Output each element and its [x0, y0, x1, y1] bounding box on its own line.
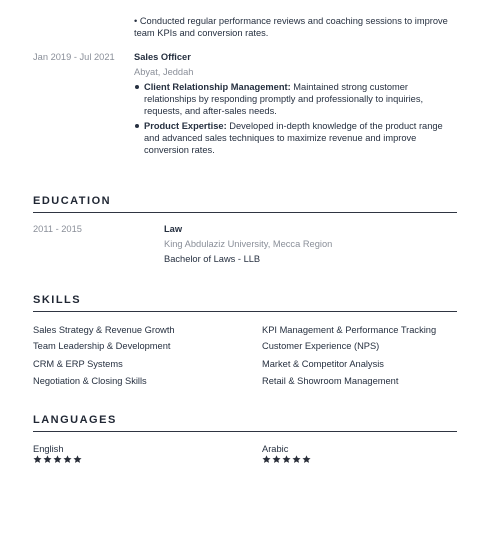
- job-bullet-heading: Product Expertise:: [144, 121, 227, 131]
- star-icon: [302, 455, 311, 464]
- star-icon: [292, 455, 301, 464]
- skill-item: Customer Experience (NPS): [262, 341, 380, 351]
- skill-item: Retail & Showroom Management: [262, 376, 399, 386]
- education-degree: Law: [164, 224, 183, 234]
- star-icon: [43, 455, 52, 464]
- star-icon: [53, 455, 62, 464]
- star-icon: [272, 455, 281, 464]
- job-bullet-list: [134, 81, 459, 159]
- skill-item: Sales Strategy & Revenue Growth: [33, 325, 175, 335]
- bullet-dot-icon: [135, 85, 139, 89]
- skill-item: Market & Competitor Analysis: [262, 359, 384, 369]
- job-bullet: [134, 81, 459, 117]
- star-icon: [63, 455, 72, 464]
- job-bullet: [134, 120, 459, 156]
- job-company: Abyat, Jeddah: [134, 67, 194, 77]
- skill-item: Negotiation & Closing Skills: [33, 376, 147, 386]
- job-bullet-text: Maintained strong customer relationships by responding promptly and professionally to inquiries, requests, and after-sales needs.: [144, 82, 424, 116]
- job-date: Jan 2019 - Jul 2021: [33, 52, 115, 62]
- languages-heading: LANGUAGES: [33, 414, 457, 432]
- star-icon: [33, 455, 42, 464]
- education-school: King Abdulaziz University, Mecca Region: [164, 239, 333, 249]
- skills-heading: SKILLS: [33, 294, 457, 312]
- language-name: English: [33, 444, 64, 454]
- education-field: Bachelor of Laws - LLB: [164, 254, 261, 264]
- star-icon: [73, 455, 82, 464]
- education-heading: EDUCATION: [33, 195, 457, 213]
- job-bullet-heading: Client Relationship Management:: [144, 82, 291, 92]
- skill-item: CRM & ERP Systems: [33, 359, 123, 369]
- star-icon: [262, 455, 271, 464]
- language-rating: [33, 455, 82, 464]
- experience-continued-bullet: • Conducted regular performance reviews and coaching sessions to improve team KPIs and conversion rates.: [134, 16, 448, 38]
- skill-item: Team Leadership & Development: [33, 341, 171, 351]
- bullet-dot-icon: [135, 124, 139, 128]
- star-icon: [282, 455, 291, 464]
- skill-item: KPI Management & Performance Tracking: [262, 325, 437, 335]
- job-bullet-text: Developed in-depth knowledge of the product range and advanced sales techniques to maximize revenue and improve conversion rates.: [144, 121, 443, 155]
- job-title: Sales Officer: [134, 52, 191, 62]
- language-rating: [262, 455, 311, 464]
- language-name: Arabic: [262, 444, 289, 454]
- education-date: 2011 - 2015: [33, 224, 82, 234]
